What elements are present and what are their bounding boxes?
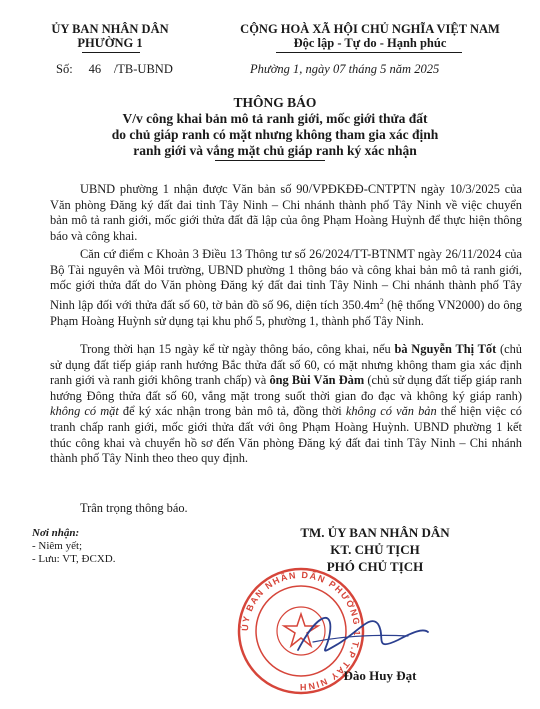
date-month-label: tháng xyxy=(348,62,378,76)
motto-underline xyxy=(276,52,462,53)
org-name: ỦY BAN NHÂN DÂN xyxy=(51,22,169,36)
document-type: THÔNG BÁO xyxy=(233,95,317,110)
neighbor-name-2: ông Bùi Văn Đàm xyxy=(269,373,365,388)
doc-number-prefix: Số: xyxy=(56,62,73,76)
paragraph-3 xyxy=(50,342,522,467)
recipient-item: - Niêm yết; xyxy=(32,540,83,552)
paragraph-3-part-d: để ký xác nhận trong bản mô tả, đồng thời xyxy=(118,404,346,419)
doc-date xyxy=(250,62,439,76)
paragraph-3-part-a: Trong thời hạn 15 ngày kể từ ngày thông báo, công khai, nếu xyxy=(80,342,395,356)
paragraph-3-part-e: thể hiện việc có tranh chấp ranh giới, mốc giới thửa đất với ông Phạm Hoàng Huỳnh. UBND phường 1 kết thúc công khai và chuyển hồ sơ đến Văn phòng Đăng ký đất đai tỉnh Tây Ninh – Chi nhánh thành phố Tây Ninh theo theo quy định. xyxy=(50,404,522,466)
paragraph-3-part-b: (chủ sử dụng đất tiếp giáp ranh hướng Bắc thửa đất số 60, có mặt nhưng không tham gia xác định ranh giới và ranh giới không tranh chấp) và xyxy=(50,342,522,388)
emphasis-no-document: không có văn bản xyxy=(345,404,437,419)
signer-name: Đào Huy Đạt xyxy=(343,668,417,683)
doc-number: 46 xyxy=(88,62,102,76)
seal-text: ỦY BAN NHÂN DÂN PHƯỜNG 1 T.P TÂY NINH xyxy=(239,569,363,693)
paragraph-1: UBND phường 1 nhận được Văn bản số 90/VPĐKĐĐ-CNTPTN ngày 10/3/2025 của Văn phòng Đăng ký đất đai tỉnh Tây Ninh – Chi nhánh thành phố Tây Ninh về việc chuyển bản mô tả ranh giới, mốc giới thửa đất đã lập của ông Phạm Hoàng Huỳnh để thực hiện thông báo và công khai. xyxy=(50,182,522,243)
header-right xyxy=(205,22,535,50)
header-left xyxy=(30,22,190,50)
signature-on-behalf: KT. CHỦ TỊCH xyxy=(330,542,420,557)
subject-line-2: do chủ giáp ranh có mặt nhưng không tham gia xác định xyxy=(111,127,439,142)
emphasis-absent: không có mặt xyxy=(50,404,119,419)
closing-line: Trân trọng thông báo. xyxy=(80,501,188,515)
doc-number-line xyxy=(56,62,173,76)
handwritten-signature xyxy=(278,602,438,672)
neighbor-name-1: bà Nguyễn Thị Tốt xyxy=(394,342,497,356)
nation-title: CỘNG HOÀ XÃ HỘI CHỦ NGHĨA VIỆT NAM xyxy=(240,22,500,36)
org-underline xyxy=(82,52,140,53)
body-paragraph-3 xyxy=(50,342,522,467)
subject-line-3: ranh giới và vắng mặt chủ giáp ranh ký xác nhận xyxy=(133,143,417,158)
recipient-item: - Lưu: VT, ĐCXD. xyxy=(32,553,116,565)
org-subunit: PHƯỜNG 1 xyxy=(77,36,143,50)
area-unit-superscript: 2 xyxy=(379,296,384,306)
document-title-block xyxy=(40,95,510,159)
date-prefix: Phường 1, ngày xyxy=(250,62,330,76)
recipients xyxy=(32,527,115,566)
nation-motto: Độc lập - Tự do - Hạnh phúc xyxy=(293,36,447,50)
signature-org: TM. ỦY BAN NHÂN DÂN xyxy=(300,525,450,540)
body-closing xyxy=(50,501,522,517)
doc-number-suffix: /TB-UBND xyxy=(113,62,173,76)
body-paragraph-2 xyxy=(50,247,522,329)
title-underline xyxy=(215,160,325,161)
date-day: 07 xyxy=(332,62,346,76)
paragraph-2 xyxy=(50,247,522,329)
date-month: 5 xyxy=(380,62,387,76)
recipients-heading: Nơi nhận: xyxy=(32,527,80,539)
date-year: năm 2025 xyxy=(389,62,440,76)
body-paragraph-1 xyxy=(50,182,522,244)
paragraph-2-part-a: Căn cứ điểm c Khoản 3 Điều 13 Thông tư số 26/2024/TT-BTNMT ngày 26/11/2024 của Bộ Tài nguyên và Môi trường, UBND phường 1 thông báo và công khai bản mô tả ranh giới, mốc giới thửa đất do Văn phòng Đăng ký đất đai tỉnh Tây Ninh – Chi nhánh thành phố Tây Ninh lập đối với thửa đất số 60, tờ bản đồ số 96, diện tích 350.4m xyxy=(50,247,522,312)
signature-title: PHÓ CHỦ TỊCH xyxy=(326,559,424,574)
paragraph-2-part-b: (hệ thống VN2000) do ông Phạm Hoàng Huỳnh sử dụng tại khu phố 5, phường 1, thành phố Tây Ninh. xyxy=(50,297,522,328)
paragraph-3-part-c: (chủ sử dụng đất tiếp giáp ranh hướng Đông thửa đất số 60, vắng mặt trong suốt thời gian đo đạc và không ký giáp ranh) xyxy=(50,373,522,403)
subject-line-1: V/v công khai bản mô tả ranh giới, mốc giới thửa đất xyxy=(122,111,428,126)
